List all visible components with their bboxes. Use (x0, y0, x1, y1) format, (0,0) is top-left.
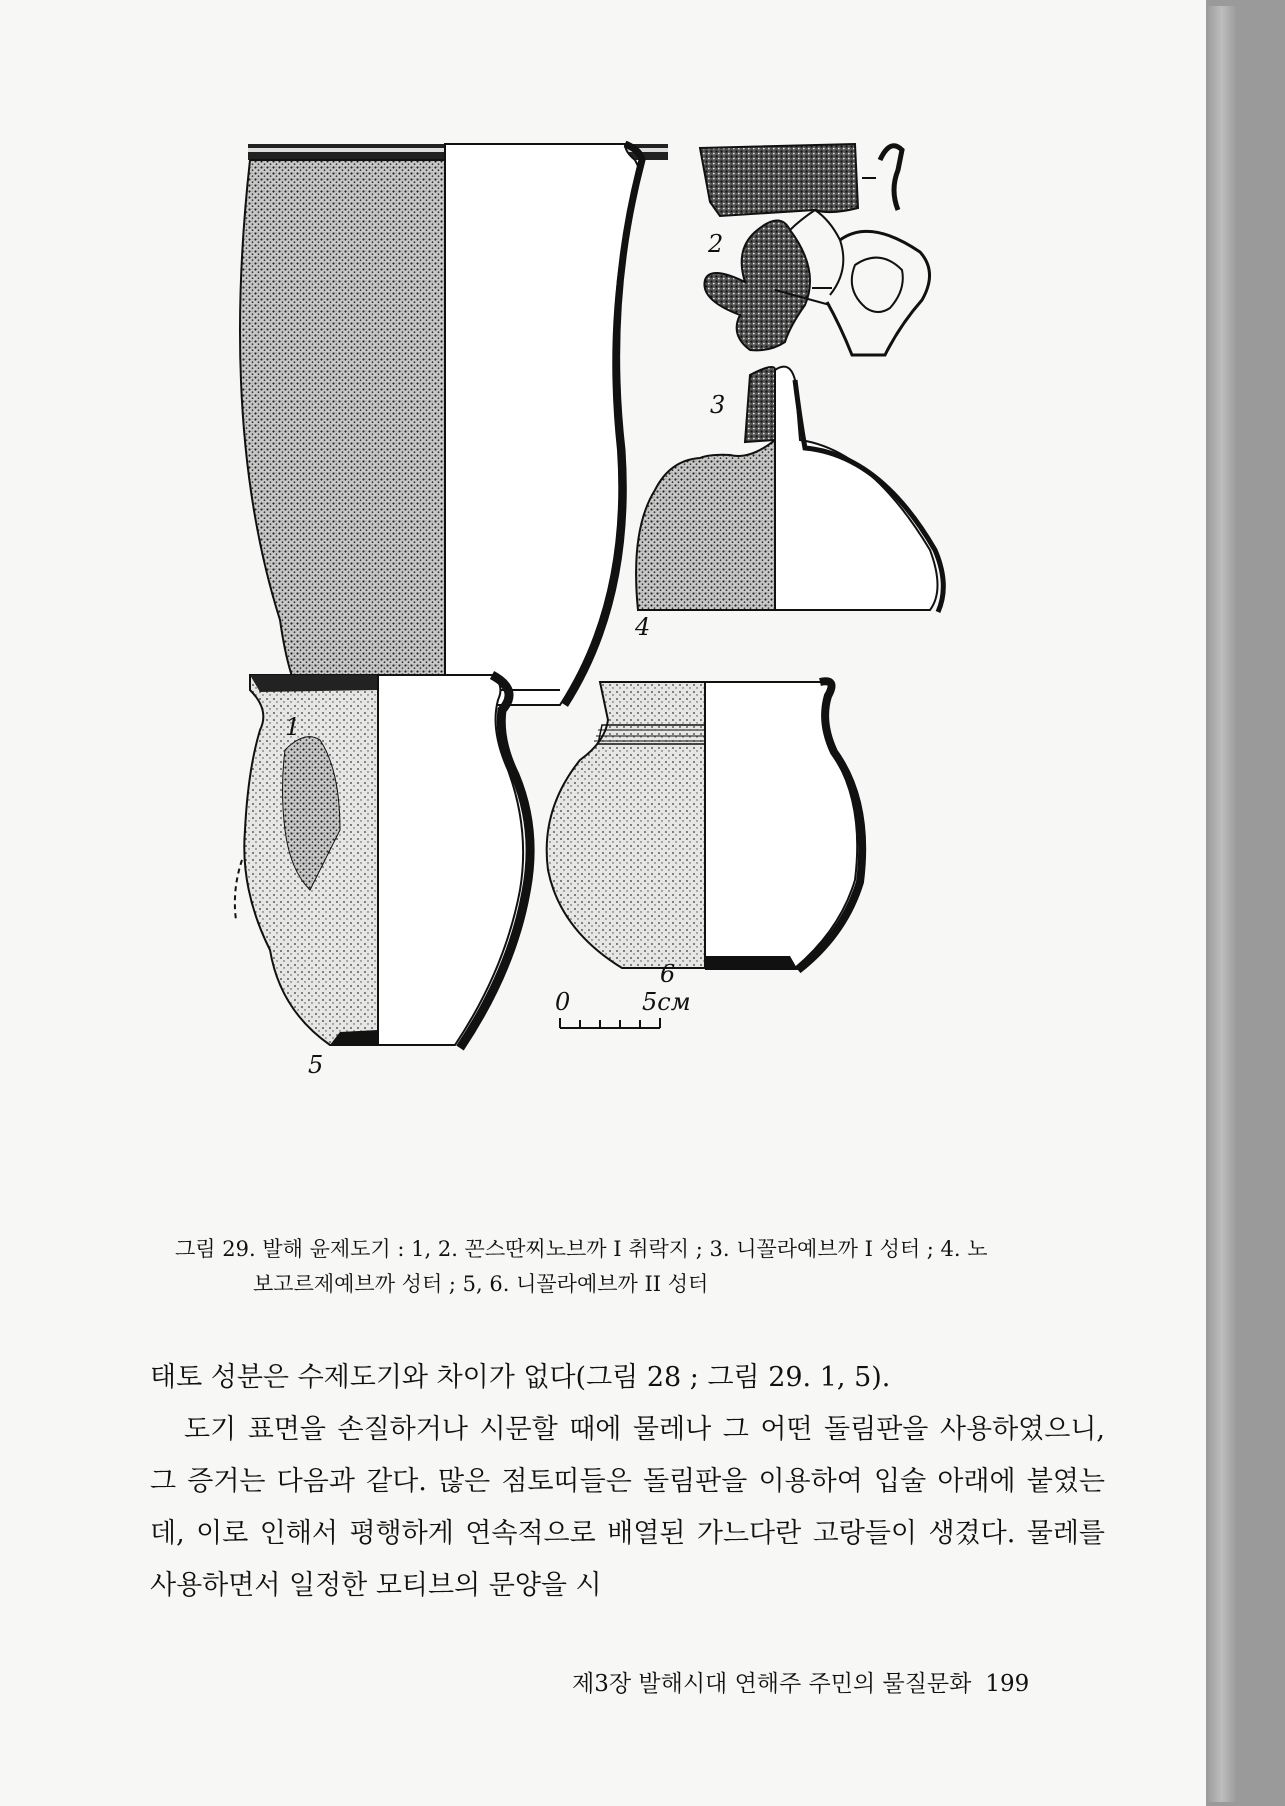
body-text (150, 1352, 1105, 1612)
page-footer (572, 1665, 1029, 1698)
caption-line-2: 보고르제예브까 성터 ; 5, 6. 니꼴라예브까 II 성터 (253, 1272, 709, 1296)
scale-bar (555, 988, 691, 1028)
figure-caption (175, 1232, 1095, 1302)
page-number: 199 (985, 1671, 1030, 1697)
caption-line-1: 그림 29. 발해 윤제도기 : 1, 2. 꼰스딴찌노브까 I 취락지 ; 3. 니꼴라예브까 I 성터 ; 4. 노 (175, 1237, 988, 1261)
vessel-3-label: 3 (710, 391, 726, 419)
paragraph-1: 태토 성분은 수제도기와 차이가 없다(그림 28 ; 그림 29. 1, 5). (150, 1362, 891, 1393)
vessel-4-label: 4 (635, 613, 651, 641)
vessel-6-label: 6 (660, 960, 676, 988)
vessel-5-label: 5 (308, 1051, 324, 1079)
vessel-1-drawing (240, 144, 668, 705)
running-header-chapter: 제3장 발해시대 연해주 주민의 물질문화 (572, 1671, 972, 1697)
vessel-1-label: 1 (285, 713, 301, 741)
vessel-4-lid (636, 367, 943, 612)
scale-start-label: 0 (555, 988, 571, 1016)
scale-end-label: 5см (642, 988, 691, 1016)
vessel-3-knob (704, 210, 929, 355)
vessel-6-jar (547, 681, 863, 970)
vessel-5-jar (235, 675, 530, 1048)
pottery-figure (230, 130, 1110, 1220)
vessel-2-label: 2 (708, 230, 724, 258)
vessel-2-fragment (700, 144, 902, 216)
paragraph-2: 도기 표면을 손질하거나 시문할 때에 물레나 그 어떤 돌림판을 사용하였으니, 그 증거는 다음과 같다. 많은 점토띠들은 돌림판을 이용하여 입술 아래에 붙였는데, 이로 인해서 평행하게 연속적으로 배열된 가느다란 고랑들이 생겼다. 물레를 사용하면서 일정한 모티브의 문양을 시 (150, 1414, 1105, 1601)
